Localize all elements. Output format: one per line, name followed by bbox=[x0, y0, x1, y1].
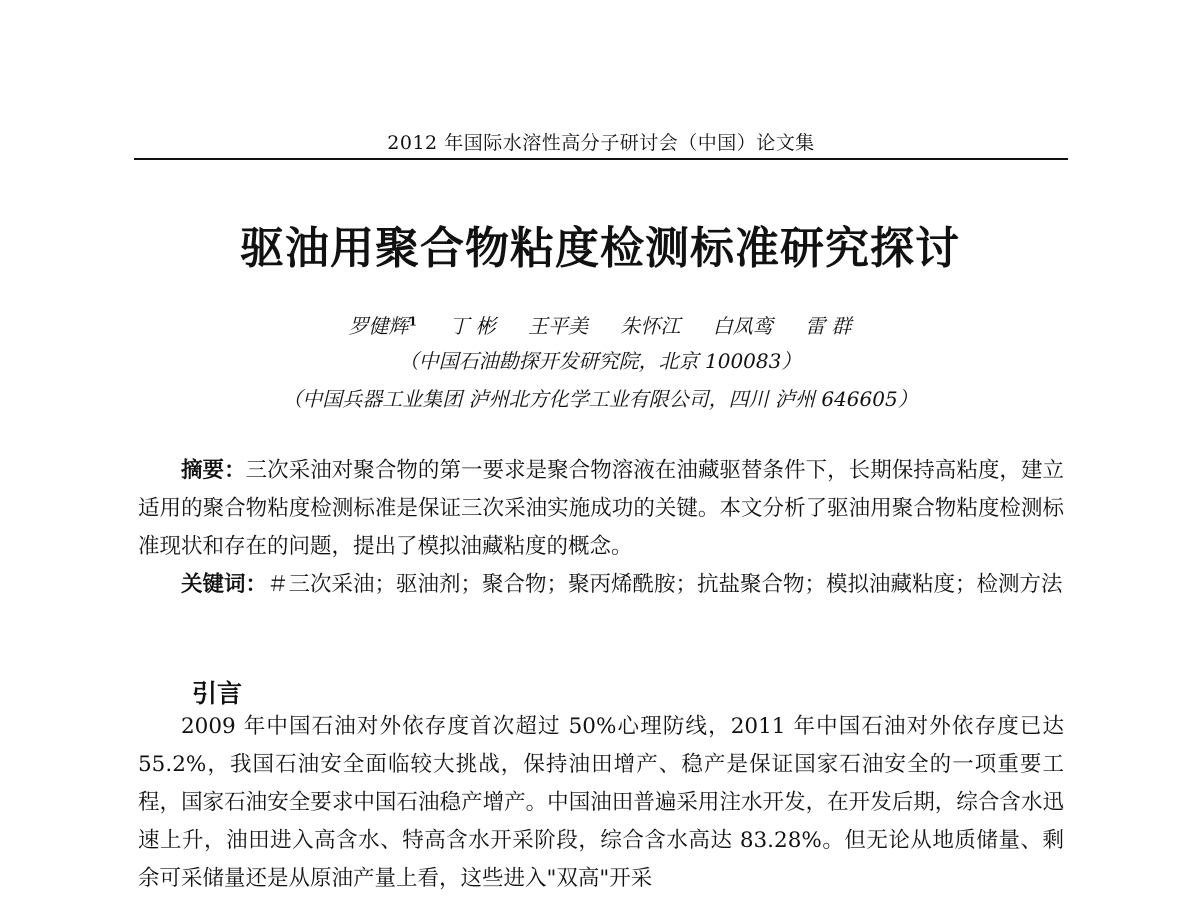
abstract-label: 摘要： bbox=[181, 458, 246, 483]
author: 丁 彬 bbox=[449, 314, 496, 338]
keywords-text: ＃三次采油；驱油剂；聚合物；聚丙烯酰胺；抗盐聚合物；模拟油藏粘度；检测方法 bbox=[267, 572, 1063, 597]
section-heading: 引言 bbox=[192, 679, 243, 708]
affiliation: （中国兵器工业集团 泸州北方化学工业有限公司，四川 泸州 646605） bbox=[282, 387, 918, 411]
author: 白凤鸾 bbox=[712, 314, 773, 338]
paragraph: 2009 年中国石油对外依存度首次超过 50%心理防线，2011 年中国石油对外依存度已达 55.2%，我国石油安全面临较大挑战，保持油田增产、稳产是保证国家石油安全的一项重要工程，国家石油安全要求中国石油稳产增产。中国油田普遍采用注水开发，在开发后期，综合含水迅速上升，油田进入高含水、特高含水开采阶段，综合含水高达 83.28%。但无论从地质储量、剩余可采储量还是从原油产量上看，这些进入"双高"开采 bbox=[138, 714, 1064, 891]
author-list bbox=[0, 310, 1200, 339]
abstract-text: 三次采油对聚合物的第一要求是聚合物溶液在油藏驱替条件下，长期保持高粘度，建立适用的聚合物粘度检测标准是保证三次采油实施成功的关键。本文分析了驱油用聚合物粘度检测标准现状和存在的问题，提出了模拟油藏粘度的概念。 bbox=[138, 458, 1064, 559]
author: 朱怀江 bbox=[620, 314, 681, 338]
keywords-label: 关键词： bbox=[181, 572, 268, 597]
author: 罗健辉$^1$ bbox=[348, 314, 417, 338]
author: 王平美 bbox=[528, 314, 588, 338]
affiliation: （中国石油勘探开发研究院，北京 100083） bbox=[398, 349, 802, 373]
author: 雷 群 bbox=[805, 314, 852, 338]
section-body bbox=[138, 708, 1064, 898]
abstract bbox=[138, 452, 1064, 566]
running-header: 2012 年国际水溶性高分子研讨会（中国）论文集 bbox=[387, 132, 815, 154]
keywords bbox=[138, 566, 1064, 604]
paper-title: 驱油用聚合物粘度检测标准研究探讨 bbox=[240, 223, 960, 274]
header-rule bbox=[134, 158, 1068, 160]
